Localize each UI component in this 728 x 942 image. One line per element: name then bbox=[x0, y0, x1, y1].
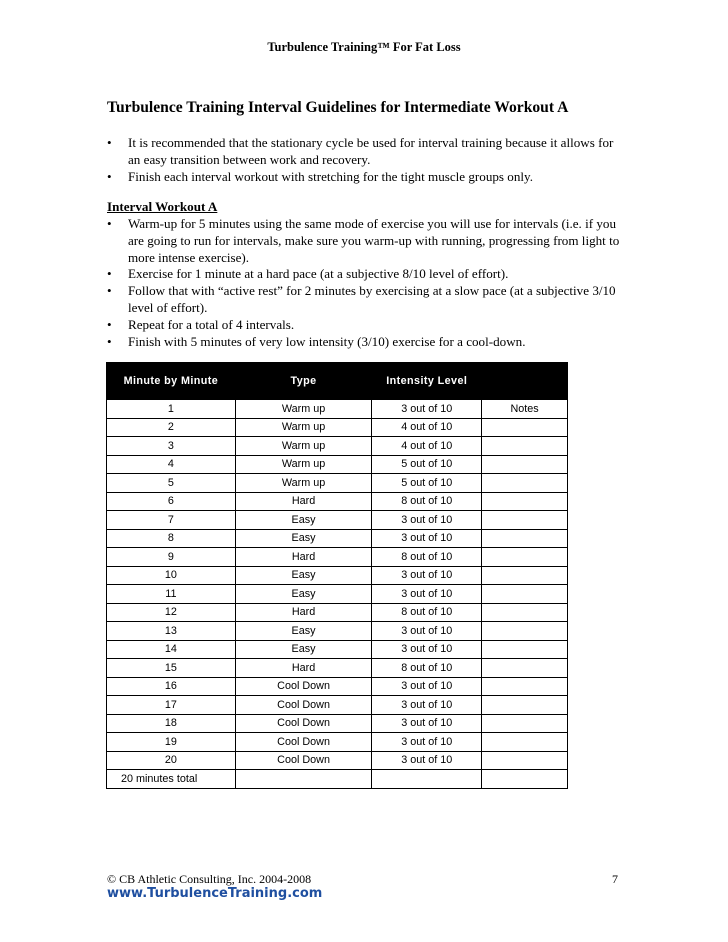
cell-notes bbox=[482, 622, 568, 641]
cell-type: Hard bbox=[235, 659, 372, 678]
cell-notes bbox=[482, 492, 568, 511]
cell-minute: 5 bbox=[107, 474, 236, 493]
table-row bbox=[107, 566, 568, 585]
bullet-dot: • bbox=[107, 168, 112, 184]
page-title: Turbulence Training Interval Guidelines for Intermediate Workout A bbox=[107, 99, 569, 116]
table-row bbox=[107, 492, 568, 511]
bullet-dot: • bbox=[107, 316, 112, 332]
table-row bbox=[107, 603, 568, 622]
cell-notes bbox=[482, 603, 568, 622]
cell-intensity: 3 out of 10 bbox=[372, 696, 482, 715]
table-row bbox=[107, 529, 568, 548]
cell-minute: 18 bbox=[107, 714, 236, 733]
bullet-item bbox=[107, 317, 627, 334]
empty-cell bbox=[482, 770, 568, 789]
cell-minute: 20 bbox=[107, 751, 236, 770]
cell-intensity: 8 out of 10 bbox=[372, 548, 482, 567]
cell-type: Easy bbox=[235, 511, 372, 530]
bullet-text: Finish with 5 minutes of very low intensity (3/10) exercise for a cool-down. bbox=[128, 333, 526, 349]
cell-minute: 9 bbox=[107, 548, 236, 567]
header-intensity: Intensity Level bbox=[372, 363, 482, 400]
cell-intensity: 3 out of 10 bbox=[372, 677, 482, 696]
cell-minute: 12 bbox=[107, 603, 236, 622]
header-minute: Minute by Minute bbox=[107, 363, 236, 400]
cell-notes bbox=[482, 566, 568, 585]
bullet-dot: • bbox=[107, 135, 112, 150]
cell-notes bbox=[482, 733, 568, 752]
cell-minute: 8 bbox=[107, 529, 236, 548]
cell-intensity: 4 out of 10 bbox=[372, 437, 482, 456]
bullet-text: Exercise for 1 minute at a hard pace (at a subjective 8/10 level of effort). bbox=[128, 266, 509, 282]
cell-type: Easy bbox=[235, 585, 372, 604]
table-row bbox=[107, 474, 568, 493]
table-row bbox=[107, 751, 568, 770]
cell-type: Warm up bbox=[235, 418, 372, 437]
cell-type: Easy bbox=[235, 622, 372, 641]
cell-notes bbox=[482, 714, 568, 733]
table-row bbox=[107, 696, 568, 715]
empty-cell bbox=[372, 770, 482, 789]
cell-intensity: 3 out of 10 bbox=[372, 511, 482, 530]
cell-type: Cool Down bbox=[235, 696, 372, 715]
cell-minute: 11 bbox=[107, 585, 236, 604]
bullet-text: Warm-up for 5 minutes using the same mode of exercise you will use for intervals (i.e. if you are going to run for intervals, make sure you warm-up with running, progressing from light to more intense exercise). bbox=[128, 216, 620, 265]
cell-minute: 7 bbox=[107, 511, 236, 530]
cell-notes bbox=[482, 640, 568, 659]
bullet-text: Follow that with “active rest” for 2 minutes by exercising at a slow pace (at a subjective 3/10 level of effort). bbox=[128, 283, 616, 315]
cell-notes bbox=[482, 751, 568, 770]
cell-intensity: 5 out of 10 bbox=[372, 474, 482, 493]
cell-type: Warm up bbox=[235, 437, 372, 456]
table-row bbox=[107, 622, 568, 641]
cell-minute: 16 bbox=[107, 677, 236, 696]
cell-intensity: 3 out of 10 bbox=[372, 622, 482, 641]
cell-notes bbox=[482, 585, 568, 604]
cell-intensity: 3 out of 10 bbox=[372, 529, 482, 548]
cell-notes bbox=[482, 548, 568, 567]
bullet-dot: • bbox=[107, 283, 112, 299]
cell-type: Hard bbox=[235, 492, 372, 511]
cell-notes bbox=[482, 511, 568, 530]
table-row bbox=[107, 585, 568, 604]
cell-type: Warm up bbox=[235, 400, 372, 419]
table-row bbox=[107, 418, 568, 437]
cell-minute: 6 bbox=[107, 492, 236, 511]
bullet-text: It is recommended that the stationary cycle be used for interval training because it allows for an easy transition between work and recovery. bbox=[128, 135, 614, 167]
cell-notes bbox=[482, 677, 568, 696]
bullet-item bbox=[107, 334, 627, 351]
bullet-dot: • bbox=[107, 216, 112, 231]
cell-intensity: 3 out of 10 bbox=[372, 585, 482, 604]
cell-intensity: 5 out of 10 bbox=[372, 455, 482, 474]
table-header-row bbox=[107, 363, 568, 400]
cell-notes bbox=[482, 474, 568, 493]
table-row bbox=[107, 640, 568, 659]
cell-type: Cool Down bbox=[235, 733, 372, 752]
table-row bbox=[107, 437, 568, 456]
cell-type: Cool Down bbox=[235, 714, 372, 733]
cell-notes bbox=[482, 659, 568, 678]
cell-type: Hard bbox=[235, 603, 372, 622]
cell-notes bbox=[482, 455, 568, 474]
bullet-item bbox=[107, 169, 627, 186]
cell-intensity: 3 out of 10 bbox=[372, 751, 482, 770]
table-row bbox=[107, 733, 568, 752]
table-row bbox=[107, 714, 568, 733]
cell-minute: 14 bbox=[107, 640, 236, 659]
cell-notes bbox=[482, 437, 568, 456]
cell-minute: 4 bbox=[107, 455, 236, 474]
cell-type: Easy bbox=[235, 640, 372, 659]
table-row bbox=[107, 677, 568, 696]
bullet-dot: • bbox=[107, 333, 112, 349]
table-row bbox=[107, 400, 568, 419]
cell-intensity: 4 out of 10 bbox=[372, 418, 482, 437]
bullet-item bbox=[107, 266, 627, 283]
cell-type: Cool Down bbox=[235, 751, 372, 770]
table-row bbox=[107, 455, 568, 474]
table-total-row bbox=[107, 770, 568, 789]
table-row bbox=[107, 511, 568, 530]
cell-type: Easy bbox=[235, 566, 372, 585]
table-row bbox=[107, 659, 568, 678]
cell-intensity: 3 out of 10 bbox=[372, 640, 482, 659]
cell-type: Cool Down bbox=[235, 677, 372, 696]
page-number: 7 bbox=[612, 872, 618, 886]
cell-intensity: 3 out of 10 bbox=[372, 733, 482, 752]
header-notes bbox=[482, 363, 568, 400]
interval-table bbox=[106, 362, 568, 789]
cell-minute: 10 bbox=[107, 566, 236, 585]
running-header: Turbulence Training™ For Fat Loss bbox=[267, 40, 461, 54]
section-subheading: Interval Workout A bbox=[107, 199, 218, 214]
cell-notes bbox=[482, 418, 568, 437]
empty-cell bbox=[235, 770, 372, 789]
cell-intensity: 3 out of 10 bbox=[372, 400, 482, 419]
website-link[interactable]: www.TurbulenceTraining.com bbox=[107, 886, 323, 901]
cell-minute: 13 bbox=[107, 622, 236, 641]
cell-type: Hard bbox=[235, 548, 372, 567]
cell-minute: 17 bbox=[107, 696, 236, 715]
cell-type: Easy bbox=[235, 529, 372, 548]
cell-intensity: 3 out of 10 bbox=[372, 714, 482, 733]
cell-intensity: 3 out of 10 bbox=[372, 566, 482, 585]
cell-intensity: 8 out of 10 bbox=[372, 603, 482, 622]
bullet-item bbox=[107, 283, 627, 317]
bullet-text: Repeat for a total of 4 intervals. bbox=[128, 316, 295, 332]
cell-minute: 3 bbox=[107, 437, 236, 456]
footer-copyright: © CB Athletic Consulting, Inc. 2004-2008 bbox=[107, 872, 312, 886]
cell-intensity: 8 out of 10 bbox=[372, 492, 482, 511]
table-row bbox=[107, 548, 568, 567]
cell-minute: 19 bbox=[107, 733, 236, 752]
header-type: Type bbox=[235, 363, 372, 400]
total-label: 20 minutes total bbox=[107, 770, 236, 789]
intro-bullet-list bbox=[107, 135, 627, 185]
cell-notes bbox=[482, 696, 568, 715]
cell-minute: 1 bbox=[107, 400, 236, 419]
cell-type: Warm up bbox=[235, 474, 372, 493]
cell-minute: 15 bbox=[107, 659, 236, 678]
cell-intensity: 8 out of 10 bbox=[372, 659, 482, 678]
cell-notes: Notes bbox=[482, 400, 568, 419]
bullet-dot: • bbox=[107, 266, 112, 282]
bullet-item bbox=[107, 216, 627, 266]
bullet-text: Finish each interval workout with stretching for the tight muscle groups only. bbox=[128, 168, 533, 184]
cell-minute: 2 bbox=[107, 418, 236, 437]
cell-type: Warm up bbox=[235, 455, 372, 474]
workout-bullet-list bbox=[107, 216, 627, 350]
bullet-item bbox=[107, 135, 627, 169]
cell-notes bbox=[482, 529, 568, 548]
